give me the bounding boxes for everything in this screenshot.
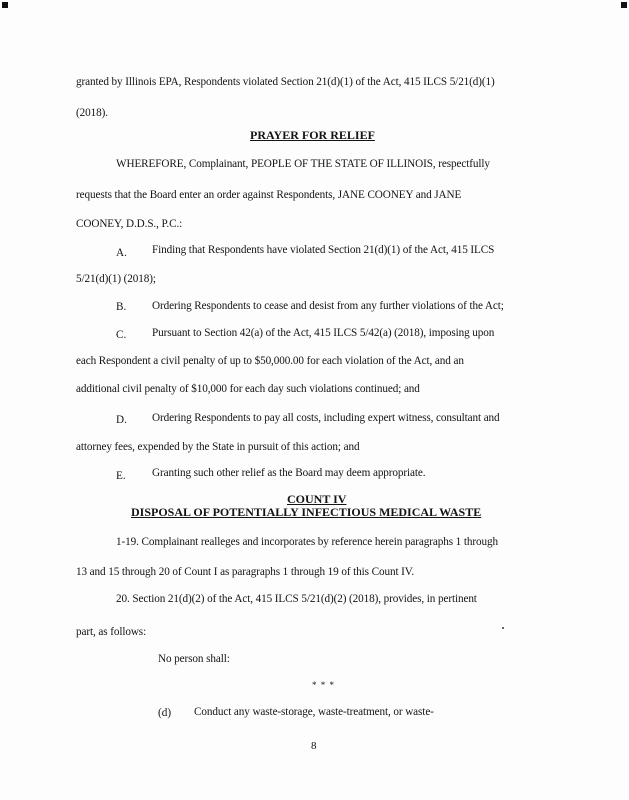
relief-item-text: 5/21(d)(1) (2018);: [76, 273, 156, 285]
relief-item-text: additional civil penalty of $10,000 for each day such violations continued; and: [76, 383, 420, 395]
relief-item-text: Ordering Respondents to pay all costs, including expert witness, consultant and: [152, 412, 500, 424]
quoted-statute-line: Conduct any waste-storage, waste-treatment, or waste-: [194, 706, 434, 718]
paragraph-line: requests that the Board enter an order against Respondents, JANE COONEY and JANE: [76, 189, 462, 201]
paragraph-line: 20. Section 21(d)(2) of the Act, 415 ILCS 5/21(d)(2) (2018), provides, in pertinent: [116, 593, 477, 605]
paragraph-line: WHEREFORE, Complainant, PEOPLE OF THE STATE OF ILLINOIS, respectfully: [116, 158, 490, 170]
relief-item-label: C.: [116, 329, 127, 341]
paragraph-line: COONEY, D.D.S., P.C.:: [76, 218, 183, 230]
page-number: 8: [311, 740, 317, 752]
quoted-statute-line: No person shall:: [158, 653, 230, 665]
relief-item-label: E.: [116, 470, 126, 482]
count-subheading: DISPOSAL OF POTENTIALLY INFECTIOUS MEDICAL WASTE: [131, 505, 482, 519]
paragraph-line: part, as follows:: [76, 626, 147, 638]
paragraph-line: (2018).: [76, 107, 108, 119]
section-break-asterisks: * * *: [312, 680, 335, 690]
paragraph-line: granted by Illinois EPA, Respondents violated Section 21(d)(1) of the Act, 415 ILCS 5/21(d)(1): [76, 76, 495, 88]
relief-item-text: Granting such other relief as the Board may deem appropriate.: [152, 467, 426, 479]
relief-item-label: D.: [116, 414, 127, 426]
scan-corner-mark: [621, 2, 627, 8]
relief-item-text: attorney fees, expended by the State in pursuit of this action; and: [76, 441, 360, 453]
paragraph-line: 13 and 15 through 20 of Count I as paragraphs 1 through 19 of this Count IV.: [76, 566, 415, 578]
relief-item-label: B.: [116, 301, 127, 313]
scan-corner-mark: [2, 2, 8, 8]
prayer-for-relief-heading: PRAYER FOR RELIEF: [250, 128, 375, 142]
relief-item-text: Pursuant to Section 42(a) of the Act, 415 ILCS 5/42(a) (2018), imposing upon: [152, 327, 495, 339]
relief-item-label: A.: [116, 247, 127, 259]
relief-item-text: Finding that Respondents have violated Section 21(d)(1) of the Act, 415 ILCS: [152, 244, 495, 256]
scan-speck: [502, 627, 504, 629]
count-heading: COUNT IV: [287, 492, 347, 506]
relief-item-text: each Respondent a civil penalty of up to $50,000.00 for each violation of the Act, and an: [76, 355, 464, 367]
paragraph-line: 1-19. Complainant realleges and incorporates by reference herein paragraphs 1 through: [116, 536, 498, 548]
relief-item-text: Ordering Respondents to cease and desist from any further violations of the Act;: [152, 300, 504, 312]
quoted-statute-label: (d): [158, 707, 172, 719]
